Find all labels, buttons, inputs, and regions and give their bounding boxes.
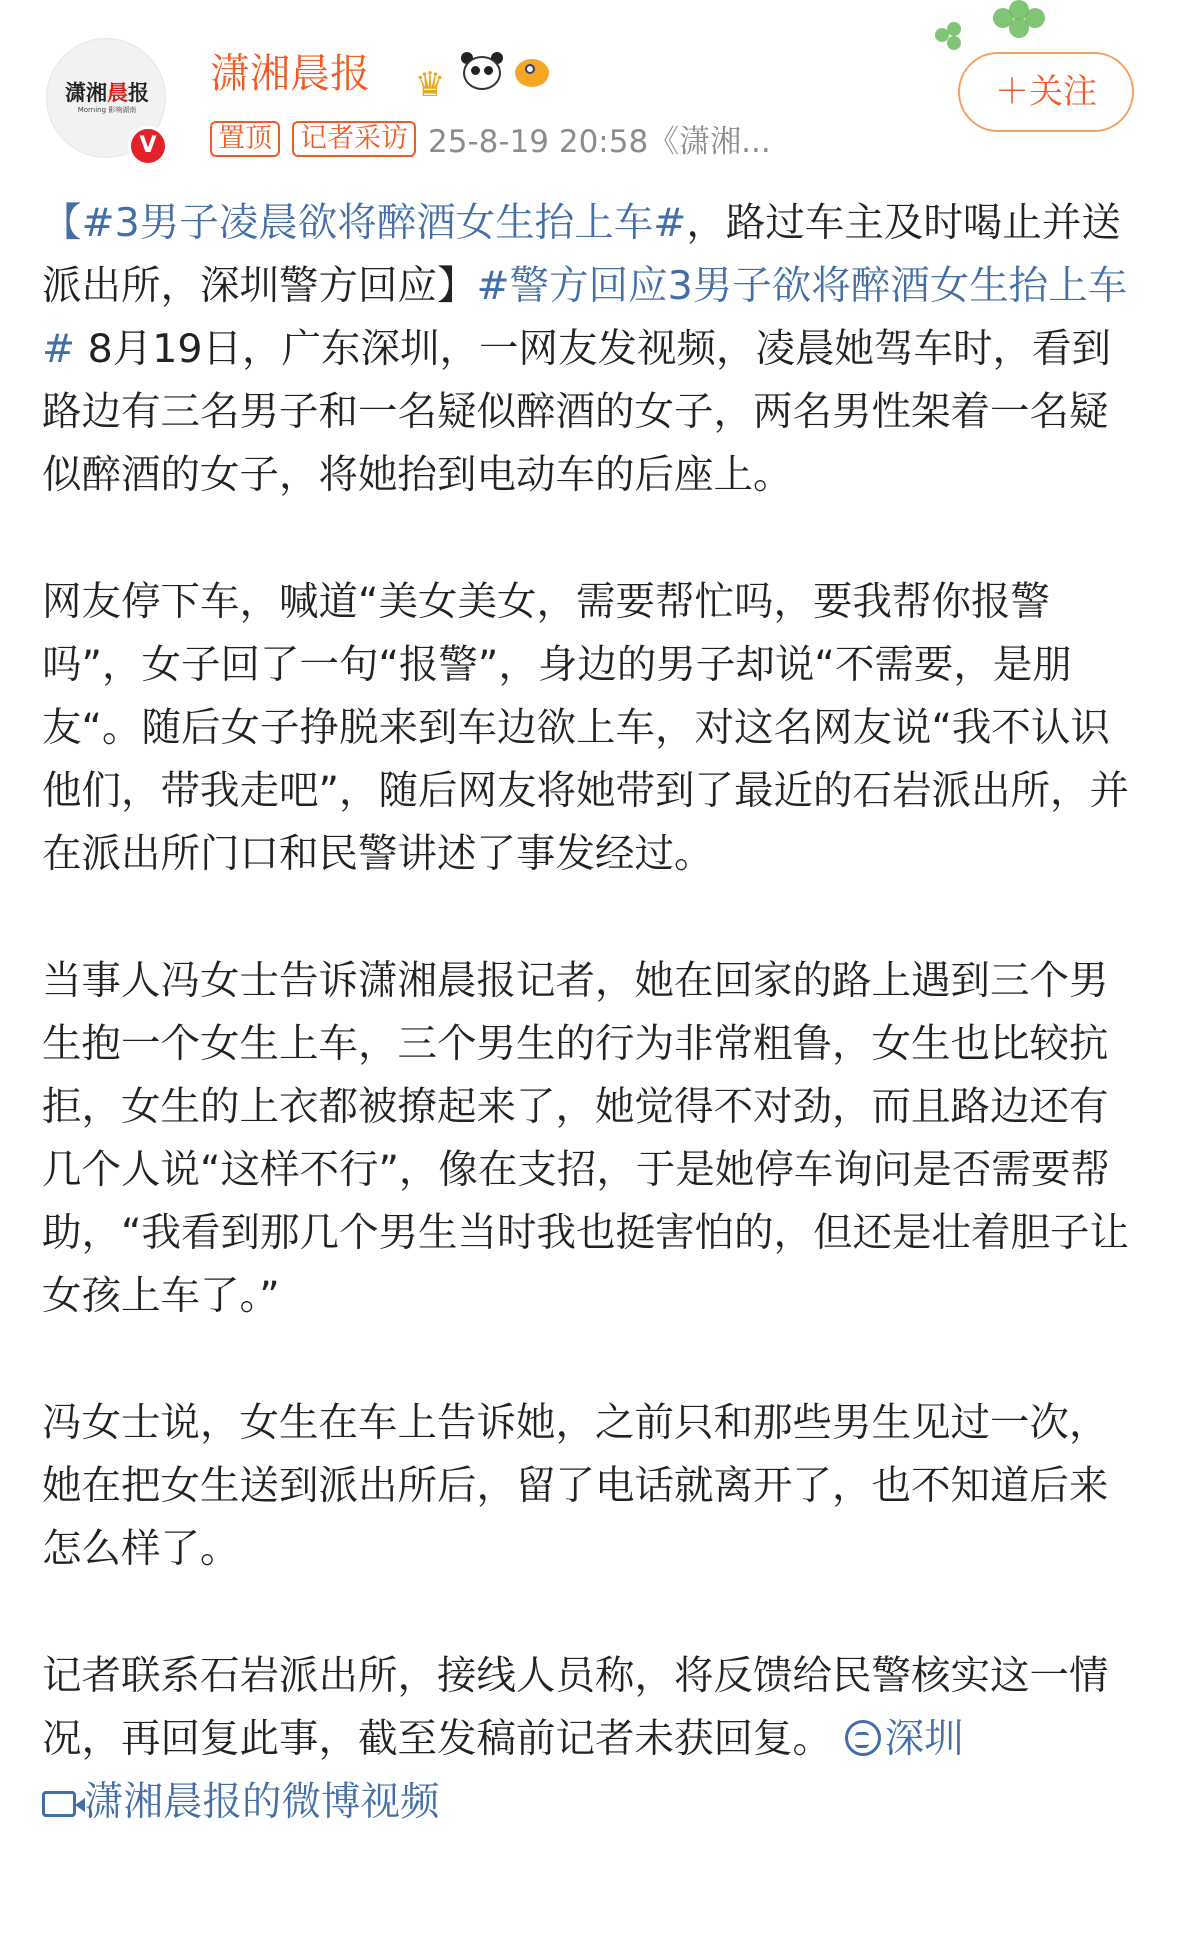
video-link-label: 潇湘晨报的微博视频 bbox=[84, 1779, 440, 1825]
follow-button[interactable]: ＋关注 bbox=[958, 52, 1134, 132]
location-label: 深圳 bbox=[884, 1716, 964, 1762]
video-camera-icon bbox=[42, 1791, 76, 1817]
pinned-tag: 置顶 bbox=[210, 121, 280, 157]
paragraph-text: 记者联系石岩派出所，接线人员称，将反馈给民警核实这一情况，再回复此事，截至发稿前记者未获回复。 bbox=[42, 1653, 1109, 1762]
paragraph-4: 冯女士说，女生在车上告诉她，之前只和那些男生见过一次，她在把女生送到派出所后，留了电话就离开了，也不知道后来怎么样了。 bbox=[42, 1400, 1109, 1572]
crown-icon[interactable]: ♛ bbox=[414, 65, 446, 105]
paragraph-5 bbox=[42, 1645, 1142, 1834]
location-icon bbox=[845, 1720, 881, 1756]
video-link[interactable] bbox=[42, 1771, 1142, 1834]
paragraph-text: ，路过车主及时喝止并送派出所，深圳警方回应】 bbox=[42, 200, 1121, 309]
avatar-logo-subtitle: Morning 影响湖南 bbox=[77, 106, 137, 114]
post-time-source[interactable]: 25-8-19 20:58《潇湘... bbox=[428, 124, 771, 160]
paragraph-3: 当事人冯女士告诉潇湘晨报记者，她在回家的路上遇到三个男生抱一个女生上车，三个男生的行为非常粗鲁，女生也比较抗拒，女生的上衣都被撩起来了，她觉得不对劲，而且路边还有几个人说“这样不行”，像在支招，于是她停车询问是否需要帮助，“我看到那几个男生当时我也挺害怕的，但还是壮着胆子让女孩上车了。” bbox=[42, 958, 1129, 1319]
interview-tag: 记者采访 bbox=[292, 121, 416, 157]
paragraph-1 bbox=[42, 192, 1142, 507]
post-body bbox=[42, 192, 1142, 1834]
hashtag-link[interactable]: #警方回应3男子欲将醉酒女生抬上车# bbox=[42, 263, 1128, 372]
avatar-logo-text: 潇湘晨报 bbox=[65, 81, 149, 105]
panda-icon[interactable] bbox=[459, 50, 505, 96]
location-link[interactable] bbox=[845, 1716, 964, 1762]
bracket-open: 【 bbox=[42, 200, 82, 246]
fish-icon[interactable] bbox=[511, 50, 557, 96]
post-header bbox=[0, 0, 1179, 170]
author-badges bbox=[407, 50, 563, 105]
paragraph-2: 网友停下车，喊道“美女美女，需要帮忙吗，要我帮你报警吗”，女子回了一句“报警”，身边的男子却说“不需要，是朋友“。随后女子挣脱来到车边欲上车，对这名网友说“我不认识他们，带我走吧”，随后网友将她带到了最近的石岩派出所，并在派出所门口和民警讲述了事发经过。 bbox=[42, 579, 1129, 877]
paragraph-text: 8月19日，广东深圳，一网友发视频，凌晨她驾车时，看到路边有三名男子和一名疑似醉酒的女子，两名男性架着一名疑似醉酒的女子，将她抬到电动车的后座上。 bbox=[42, 326, 1112, 498]
post-meta bbox=[210, 116, 771, 160]
avatar-logo bbox=[55, 81, 159, 115]
verified-badge-icon: V bbox=[128, 126, 168, 166]
hashtag-link[interactable]: #3男子凌晨欲将醉酒女生抬上车# bbox=[81, 200, 687, 246]
author-name[interactable]: 潇湘晨报 bbox=[210, 51, 370, 97]
